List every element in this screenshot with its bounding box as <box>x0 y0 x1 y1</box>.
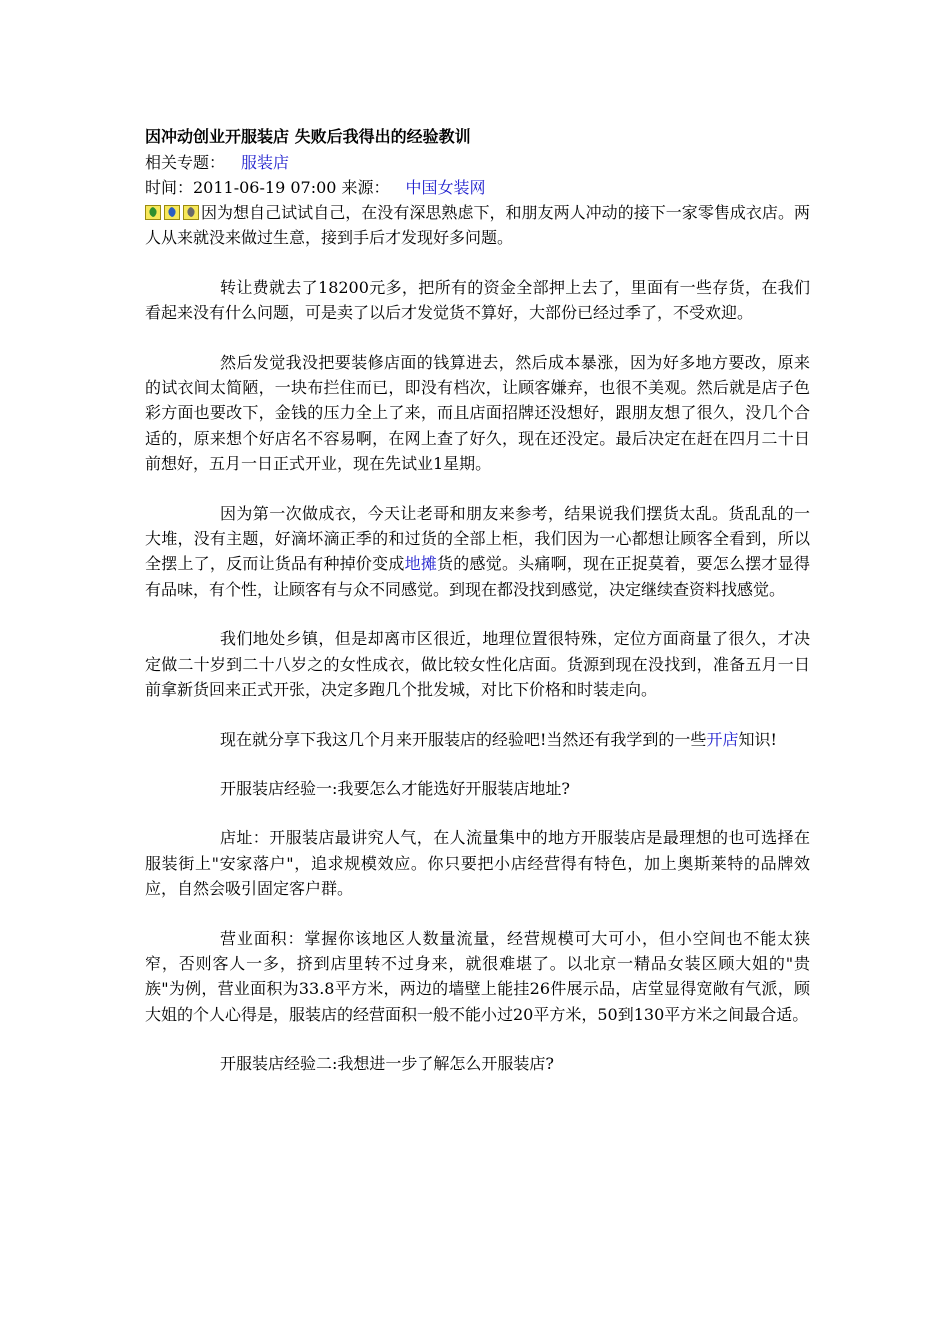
article-title: 因冲动创业开服装店 失败后我得出的经验教训 <box>145 127 471 146</box>
paragraph-4-text-a: 因为第一次做成衣，今天让老哥和朋友来参考，结果说我们摆货太乱。货乱乱的一大堆，没有主题，好滴坏滴正季的和过货的全部上柜，我们因为一心都想让顾客全看到，所以全摆上了，反而让货品有种掉价变成 <box>145 503 810 574</box>
experience-1-heading: 开服装店经验一:我要怎么才能选好开服装店地址? <box>220 778 570 798</box>
related-topic-link[interactable]: 服装店 <box>241 153 290 172</box>
paragraph-1 <box>145 200 810 251</box>
thumbs-icon[interactable] <box>164 205 180 220</box>
toolbar-icons <box>145 205 199 220</box>
paragraph-4-text-b: 货的感觉。头痛啊，现在正捉莫着，要怎么摆才显得有品味，有个性，让顾客有与众不同感觉。到现在都没找到感觉，决定继续查资料找感觉。 <box>145 554 810 599</box>
experience-2-heading: 开服装店经验二:我想进一步了解怎么开服装店? <box>220 1054 554 1074</box>
paragraph-location: 店址：开服装店最讲究人气，在人流量集中的地方开服装店是最理想的也可选择在服装街上"安家落户"，追求规模效应。你只要把小店经营得有特色，加上奥斯莱特的品牌效应，自然会吸引固定客户群。 <box>145 828 810 899</box>
paragraph-5: 我们地处乡镇，但是却离市区很近，地理位置很特殊，定位方面商量了很久，才决定做二十岁到二十八岁之的女性成衣，做比较女性化店面。货源到现在没找到，准备五月一日前拿新货回来正式开张，决定多跑几个批发城，对比下价格和时装走向。 <box>145 629 810 700</box>
publish-time-source: 时间：2011-06-19 07:00 来源： <box>145 178 390 197</box>
source-link[interactable]: 中国女装网 <box>405 178 486 197</box>
paragraph-2: 转让费就去了18200元多，把所有的资金全部押上去了，里面有一些存货，在我们看起来没有什么问题，可是卖了以后才发觉货不算好，大部份已经过季了，不受欢迎。 <box>145 277 810 323</box>
paragraph-area: 营业面积：掌握你该地区人数量流量，经营规模可大可小，但小空间也不能太狭窄，否则客人一多，挤到店里转不过身来，就很难堪了。以北京一精品女装区顾大姐的"贵族"为例，营业面积为33.8平方米，两边的墙壁上能挂26件展示品，店堂显得宽敞有气派，顾大姐的个人心得是，服装店的经营面积一般不能小过20平方米，50到130平方米之间最合适。 <box>145 928 810 1024</box>
related-topic-line <box>145 150 810 175</box>
smiley-icon[interactable] <box>145 205 161 220</box>
paragraph-4 <box>145 501 810 603</box>
related-topic-label: 相关专题： <box>145 153 226 172</box>
article-body <box>145 124 810 1101</box>
paragraph-6-text-b: 知识! <box>738 729 777 749</box>
stall-link[interactable]: 地摊 <box>404 554 438 574</box>
paragraph-6 <box>145 727 810 752</box>
paragraph-3: 然后发觉我没把要装修店面的钱算进去，然后成本暴涨，因为好多地方要改，原来的试衣间太简陋，一块布拦住而已，即没有档次，让顾客嫌弃，也很不美观。然后就是店子色彩方面也要改下，金钱的压力全上了来，而且店面招牌还没想好，跟朋友想了很久，没几个合适的，原来想个好店名不容易啊，在网上查了好久，现在还没定。最后决定在赶在四月二十日前想好，五月一日正式开业，现在先试业1星期。 <box>145 352 810 474</box>
open-shop-link[interactable]: 开店 <box>706 729 739 749</box>
paragraph-1-text: 因为想自己试试自己，在没有深思熟虑下，和朋友两人冲动的接下一家零售成衣店。两人从来就没来做过生意，接到手后才发现好多问题。 <box>145 203 810 248</box>
smiley-icon[interactable] <box>183 205 199 220</box>
paragraph-6-text-a: 现在就分享下我这几个月来开服装店的经验吧!当然还有我学到的一些 <box>220 729 707 749</box>
publish-info-line <box>145 175 810 200</box>
